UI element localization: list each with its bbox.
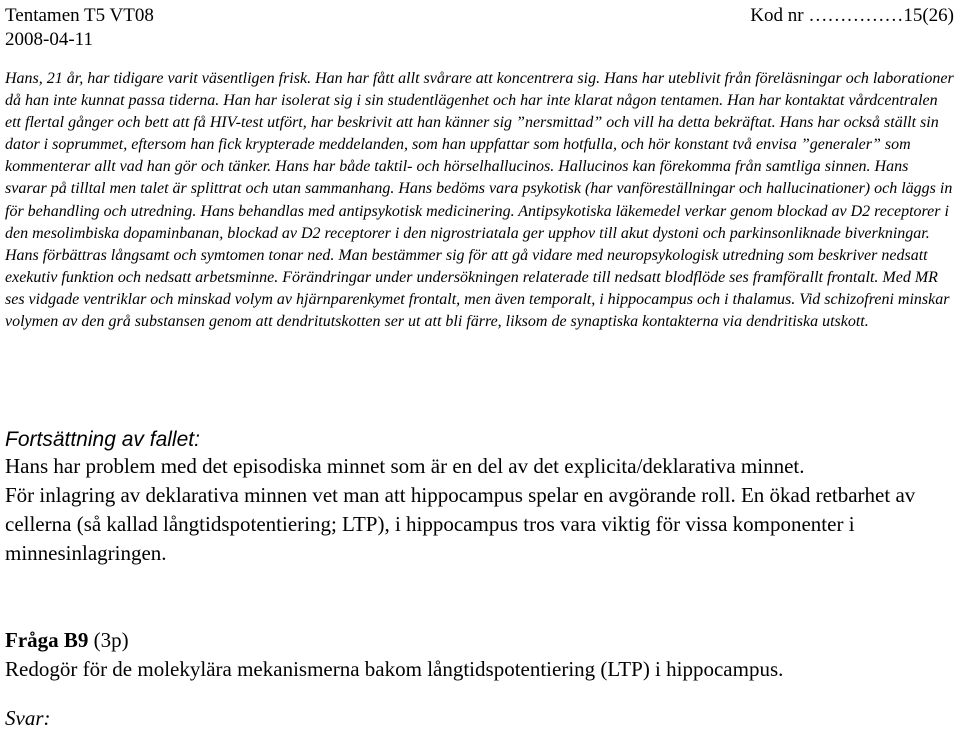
question-text: Redogör för de molekylära mekanismerna bakom långtidspotentiering (LTP) i hippocampus. xyxy=(5,657,784,681)
continuation-heading: Fortsättning av fallet: xyxy=(5,428,200,451)
code-number: Kod nr ……………15(26) xyxy=(750,5,954,26)
header-row-date xyxy=(5,28,954,52)
continuation-paragraph-2: För inlagring av deklarativa minnen vet man att hippocampus spelar en avgörande roll. En ökad retbarhet av cellerna (så kallad långtidspotentiering; LTP), i hippocampus tros vara viktig för vissa komponenter i minnesinlagringen. xyxy=(5,483,916,565)
question-block xyxy=(5,626,954,684)
exam-title: Tentamen T5 VT08 xyxy=(5,5,154,26)
exam-date: 2008-04-11 xyxy=(5,29,93,50)
question-title: Fråga B9 xyxy=(5,628,89,652)
header-row-top xyxy=(5,4,954,28)
answer-label: Svar: xyxy=(5,706,51,730)
continuation-text xyxy=(5,452,954,568)
continuation-paragraph-1: Hans har problem med det episodiska minnet som är en del av det explicita/deklarativa minnet. xyxy=(5,454,805,478)
case-description: Hans, 21 år, har tidigare varit väsentligen frisk. Han har fått allt svårare att koncentrera sig. Hans har uteblivit från föreläsningar och laborationer då han inte kunnat passa tiderna. Han har isolerat sig i sin studentlägenhet och har inte klarat någon tentamen. Han har kontaktat vårdcentralen ett flertal gånger och bett att få HIV-test utfört, har beskrivit att han känner sig ”nersmittad” och vill ha detta bekräftat. Hans har också ställt sin dator i soprummet, eftersom han fick krypterade meddelanden, som han uppfattar som hotfulla, och hör konstant två envisa ”generaler” som kommenterar allt vad han gör och tänker. Hans har både taktil- och hörselhallucinos. Hallucinos kan förekomma från samtliga sinnen. Hans svarar på tilltal men talet är splittrat och utan sammanhang. Hans bedöms vara psykotisk (har vanföreställningar och hallucinationer) och läggs in för behandling och utredning. Hans behandlas med antipsykotisk medicinering. Antipsykotiska läkemedel verkar genom blockad av D2 receptorer i den mesolimbiska dopaminbanan, blockad av D2 receptorer i den nigrostriatala ger upphov till akut dystoni och parkinsonliknade biverkningar. Hans förbättras långsamt och symtomen tonar ned. Man bestämmer sig för att gå vidare med neuropsykologisk utredning som beskriver nedsatt exekutiv funktion och nedsatt arbetsminne. Förändringar under undersökningen relaterade till nedsatt blodflöde ses framförallt frontalt. Med MR ses vidgade ventriklar och minskad volym av hjärnparenkymet frontalt, men även temporalt, i hippocampus och i thalamus. Vid schizofreni minskar volymen av den grå substansen genom att dendritutskotten ser ut att bli färre, liksom de synaptiska kontakterna via dendritiska utskott. xyxy=(5,70,954,331)
question-heading xyxy=(5,626,954,655)
question-points: (3p) xyxy=(88,628,129,652)
page-header xyxy=(5,4,954,52)
